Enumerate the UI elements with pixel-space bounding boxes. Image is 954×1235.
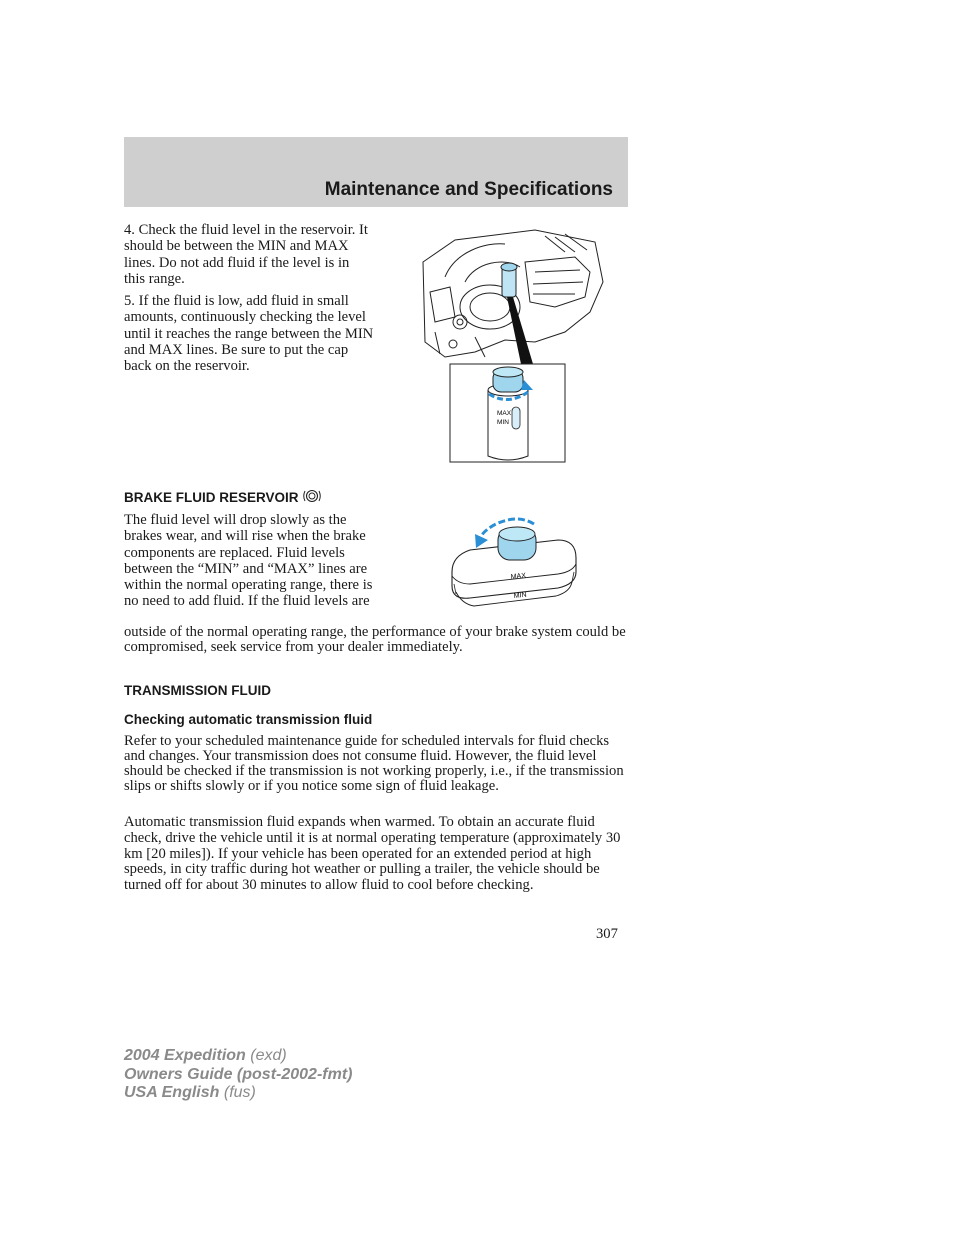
step-5-text: 5. If the fluid is low, add fluid in small amounts, continuously checking the level until it reaches the range between the MIN and MAX lines. Be sure to put the cap back on the reservoir. <box>124 293 374 375</box>
transmission-subheading: Checking automatic transmission fluid <box>124 712 373 727</box>
transmission-section-heading: TRANSMISSION FLUID <box>124 683 271 698</box>
section-header-bar <box>124 137 628 207</box>
footer-line-2: Owners Guide (post-2002-fmt) <box>124 1065 353 1083</box>
page-number: 307 <box>596 926 618 942</box>
transmission-para-1: Refer to your scheduled maintenance guide for scheduled intervals for fluid checks and changes. Your transmission does not consume fluid. However, the fluid level should be checked if the transmission is not working properly, i.e., if the transmission slips or shifts slowly or if you notice some sign of fluid leakage. <box>124 733 624 794</box>
brake-section-heading: BRAKE FLUID RESERVOIR <box>124 487 322 505</box>
brake-warning-icon <box>302 487 322 505</box>
section-title: Maintenance and Specifications <box>324 179 613 200</box>
footer-line-1: 2004 Expedition (exd) <box>124 1047 287 1064</box>
ps-min-label: MIN <box>497 419 509 426</box>
brake-fluid-reservoir-illustration <box>448 514 580 610</box>
step-4-text: 4. Check the fluid level in the reservoir. It should be between the MIN and MAX lines. Do not add fluid if the level is in this range. <box>124 222 368 287</box>
transmission-para-2: Automatic transmission fluid expands when warmed. To obtain an accurate fluid check, drive the vehicle until it is at normal operating temperature (approximately 30 km [20 miles]). If your vehicle has been operated for an extended period at high speeds, in city traffic during hot weather or pulling a trailer, the vehicle should be turned off for about 30 minutes to allow fluid to cool before checking. <box>124 814 621 894</box>
brake-min-label: MIN <box>513 591 527 600</box>
power-steering-reservoir-illustration <box>415 222 605 467</box>
brake-fluid-text-top: The fluid level will drop slowly as the brakes wear, and will rise when the brake components are replaced. Fluid levels between the “MIN” and “MAX” lines are within the normal operating range, there is no need to add fluid. If the fluid levels are <box>124 512 373 610</box>
brake-fluid-text-bottom: outside of the normal operating range, the performance of your brake system could be compromised, seek service from your dealer immediately. <box>124 624 626 655</box>
ps-max-label: MAX <box>497 410 512 417</box>
footer-line-3: USA English (fus) <box>124 1084 256 1101</box>
document-footer <box>124 1047 352 1103</box>
brake-max-label: MAX <box>510 572 527 581</box>
